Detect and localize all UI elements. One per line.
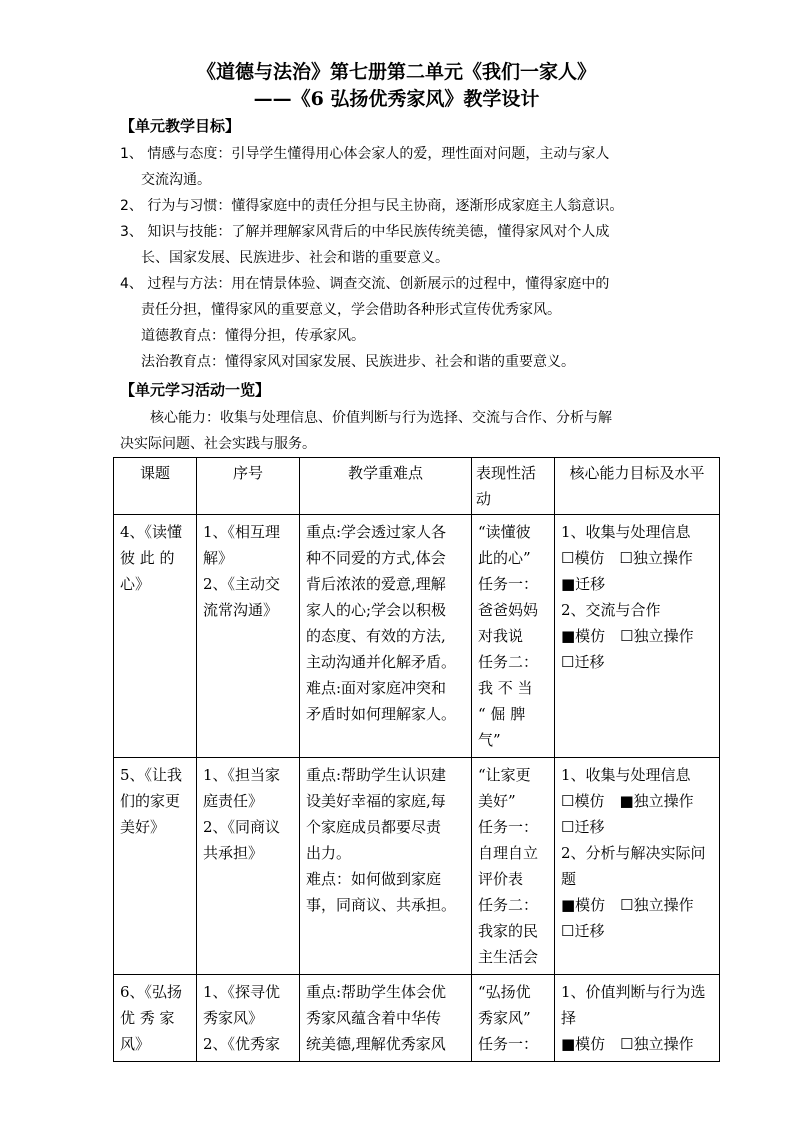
cell-seq: 1、《担当家 庭责任》 2、《同商议 共承担》 (197, 758, 300, 975)
cell-abilities: 1、价值判断与行为选 择 ■模仿 ☐独立操作 (555, 975, 720, 1062)
goal-line: 交流沟通。 (141, 172, 211, 188)
cell-seq: 1、《探寻优 秀家风》 2、《优秀家 (197, 975, 300, 1062)
doc-subtitle: ——《6 弘扬优秀家风》教学设计 (253, 88, 540, 110)
goal-line: 长、国家发展、民族进步、社会和谐的重要意义。 (141, 250, 449, 266)
cell-keypoints: 重点:帮助学生认识建 设美好幸福的家庭,每 个家庭成员都要尽责 出力。 难点：如何做到家庭 事，同商议、共承担。 (300, 758, 472, 975)
cell-topic: 5、《让我 们的家更 美好》 (114, 758, 197, 975)
activities-heading: 【单元学习活动一览】 (120, 381, 271, 399)
activity-table (113, 457, 720, 1062)
goal-line: 3、 知识与技能：了解并理解家风背后的中华民族传统美德，懂得家风对个人成 (120, 224, 610, 240)
doc-title: 《道德与法治》第七册第二单元《我们一家人》 (196, 61, 596, 83)
header-abilities: 核心能力目标及水平 (555, 458, 720, 515)
table-row (114, 975, 720, 1062)
cell-abilities: 1、收集与处理信息 ☐模仿 ☐独立操作 ■迁移 2、交流与合作 ■模仿 ☐独立操作 ☐迁移 (555, 515, 720, 758)
cell-seq: 1、《相互理 解》 2、《主动交 流常沟通》 (197, 515, 300, 758)
header-topic: 课题 (114, 458, 197, 515)
goals-heading: 【单元教学目标】 (120, 117, 241, 135)
cell-topic: 4、《读懂 彼 此 的 心》 (114, 515, 197, 758)
law-education-point: 法治教育点：懂得家风对国家发展、民族进步、社会和谐的重要意义。 (141, 354, 575, 370)
cell-keypoints: 重点:帮助学生体会优 秀家风蕴含着中华传 统美德,理解优秀家风 (300, 975, 472, 1062)
core-ability-intro: 核心能力：收集与处理信息、价值判断与行为选择、交流与合作、分析与解 (150, 410, 612, 426)
moral-education-point: 道德教育点：懂得分担，传承家风。 (141, 328, 365, 344)
table-row (114, 515, 720, 758)
cell-keypoints: 重点:学会透过家人各 种不同爱的方式,体会 背后浓浓的爱意,理解 家人的心;学会以积极 的态度、有效的方法, 主动沟通并化解矛盾。 难点:面对家庭冲突和 矛盾时如何理解家人。 (300, 515, 472, 758)
goal-line: 1、 情感与态度：引导学生懂得用心体会家人的爱，理性面对问题，主动与家人 (120, 146, 610, 162)
goal-line: 4、 过程与方法：用在情景体验、调查交流、创新展示的过程中，懂得家庭中的 (120, 276, 610, 292)
header-keypoints: 教学重难点 (300, 458, 472, 515)
table-header-row (114, 458, 720, 515)
cell-abilities: 1、收集与处理信息 ☐模仿 ■独立操作 ☐迁移 2、分析与解决实际问 题 ■模仿 ☐独立操作 ☐迁移 (555, 758, 720, 975)
cell-activity: “读懂彼 此的心” 任务一： 爸爸妈妈 对我说 任务二： 我 不 当 “ 倔 脾 气” (472, 515, 555, 758)
goal-line: 责任分担，懂得家风的重要意义，学会借助各种形式宣传优秀家风。 (141, 302, 561, 318)
header-seq: 序号 (197, 458, 300, 515)
cell-activity: “让家更 美好” 任务一： 自理自立 评价表 任务二： 我家的民 主生活会 (472, 758, 555, 975)
table-row (114, 758, 720, 975)
header-activity: 表现性活动 (472, 458, 555, 515)
core-ability-intro: 决实际问题、社会实践与服务。 (120, 436, 316, 452)
goal-line: 2、 行为与习惯：懂得家庭中的责任分担与民主协商，逐渐形成家庭主人翁意识。 (120, 198, 624, 214)
cell-activity: “弘扬优 秀家风” 任务一： (472, 975, 555, 1062)
cell-topic: 6、《弘扬 优 秀 家 风》 (114, 975, 197, 1062)
